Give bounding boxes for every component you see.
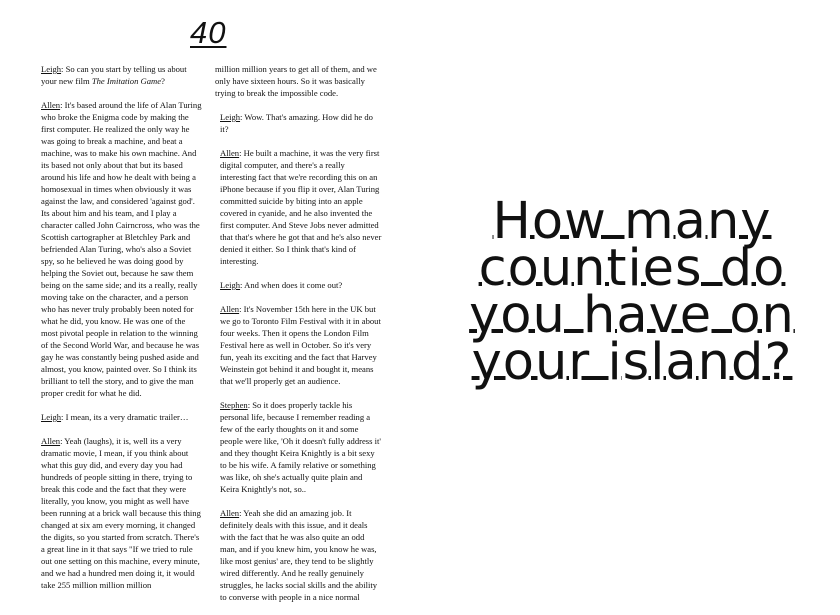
speaker-name: Leigh bbox=[41, 64, 62, 74]
interview-paragraph bbox=[215, 507, 383, 603]
headline-line: you have on bbox=[469, 286, 795, 345]
interview-paragraph bbox=[36, 435, 202, 591]
interview-paragraph bbox=[215, 399, 383, 495]
paragraph-text: : Yeah (laughs), it is, well its a very dramatic movie, I mean, if you think about what this guy did, and every day you had hundreds of people sitting in there, trying to break this code and the fact that they were literally, you know, you might as well have been running at a brick wall because this thing changed at six am every morning, it changed the digits, so you started from scratch. There's a great line in it that says "If we tried to rule out one setting on this machine, every minute, and we had a hundred men doing it, it would take 255 million million million bbox=[41, 436, 201, 590]
pull-quote-headline bbox=[448, 192, 816, 392]
interview-paragraph bbox=[215, 147, 383, 267]
paragraph-text: million million years to get all of them, and we only have sixteen hours. So it was basically trying to break the impossible code. bbox=[215, 64, 377, 98]
interview-column-left bbox=[36, 63, 202, 603]
paragraph-text: : It's based around the life of Alan Turing who broke the Enigma code by making the first computer. He realized the only way he was going to break a machine, and beat a machine, was to make his own machine. And its based not only about that but its based around his life and how he dealt with being a homosexual in times when obviously it was against the law, and considered 'against god'. Its about him and his team, and I play a character called John Cairncross, who was the Scottish cartographer at Bletchley Park and befriended Alan Turing, who's also a Soviet spy, so he believed he was doing good by helping the Soviet out, because he saw them being on the same side; and its a really, really moving take on the character, and a person who has never truly probably been noted for what he did, you know. He was one of the most pivotal people in relation to the winning of the Second World War, and because he was gay he was constantly being pushed aside and almost, you know, painted over. So I think its brilliant to tell the story, and to give the man proper credit for what he did. bbox=[41, 100, 202, 398]
speaker-name: Leigh bbox=[220, 280, 241, 290]
interview-paragraph bbox=[215, 63, 383, 99]
paragraph-text: : Yeah she did an amazing job. It definitely deals with this issue, and it deals with the fact that he was also quite an odd man, and if you knew him, you know he was, like most genius' are, they tend to be slightly wired differently. And he really genuinely struggles, he lacks social skills and the ability to converse with people in a nice normal bbox=[220, 508, 378, 602]
interview-paragraph bbox=[36, 99, 202, 399]
page-number: 40 bbox=[190, 15, 227, 50]
paragraph-text: : I mean, its a very dramatic trailer… bbox=[61, 412, 189, 422]
speaker-name: Allen bbox=[220, 304, 240, 314]
interview-paragraph bbox=[215, 303, 383, 387]
headline-line: How many bbox=[492, 192, 772, 251]
interview-paragraph bbox=[36, 411, 202, 423]
paragraph-text: ? bbox=[161, 76, 165, 86]
speaker-name: Leigh bbox=[220, 112, 241, 122]
paragraph-text: : It's November 15th here in the UK but we go to Toronto Film Festival with it in about four weeks. Then it opens the London Film Festival here as well in October. So it's very fun, yeah its exciting and the fact that Harvey Weinstein got behind it and bought it, means that we'll properly get an audience. bbox=[220, 304, 381, 386]
interview-paragraph bbox=[215, 279, 383, 291]
speaker-name: Allen bbox=[220, 508, 240, 518]
speaker-name: Allen bbox=[220, 148, 240, 158]
interview-paragraph bbox=[215, 111, 383, 135]
paragraph-text: : And when does it come out? bbox=[240, 280, 343, 290]
paragraph-text: : Wow. That's amazing. How did he do it? bbox=[220, 112, 373, 134]
film-title: The Imitation Game bbox=[91, 76, 162, 86]
speaker-name: Allen bbox=[41, 436, 61, 446]
headline-line: counties do bbox=[478, 239, 786, 298]
paragraph-text: : So can you start by telling us about your new film bbox=[41, 64, 187, 86]
headline-line: your island? bbox=[471, 333, 793, 392]
paragraph-text: : He built a machine, it was the very first digital computer, and there's a really interesting fact that we're recording this on an iPhone because if you flip it over, Alan Turing committed suicide by biting into an apple covered in cyanide, and he also invented the first computer. And Steve Jobs never admitted that that's where he got that and he's also never denied it either. So I think that's kind of interesting. bbox=[220, 148, 382, 266]
speaker-name: Stephen bbox=[220, 400, 248, 410]
interview-paragraph bbox=[36, 63, 202, 87]
interview-column-right bbox=[215, 63, 383, 615]
paragraph-text: : So it does properly tackle his personal life, because I remember reading a few of the early thoughts on it and some people were like, 'Oh it doesn't fully address it' and they thought Keira Knightly is a bit sexy to be his wife. A family relative or something was like, oh she's actually quite plain and Keira Knightly's not, so.. bbox=[220, 400, 381, 494]
speaker-name: Allen bbox=[41, 100, 61, 110]
speaker-name: Leigh bbox=[41, 412, 62, 422]
